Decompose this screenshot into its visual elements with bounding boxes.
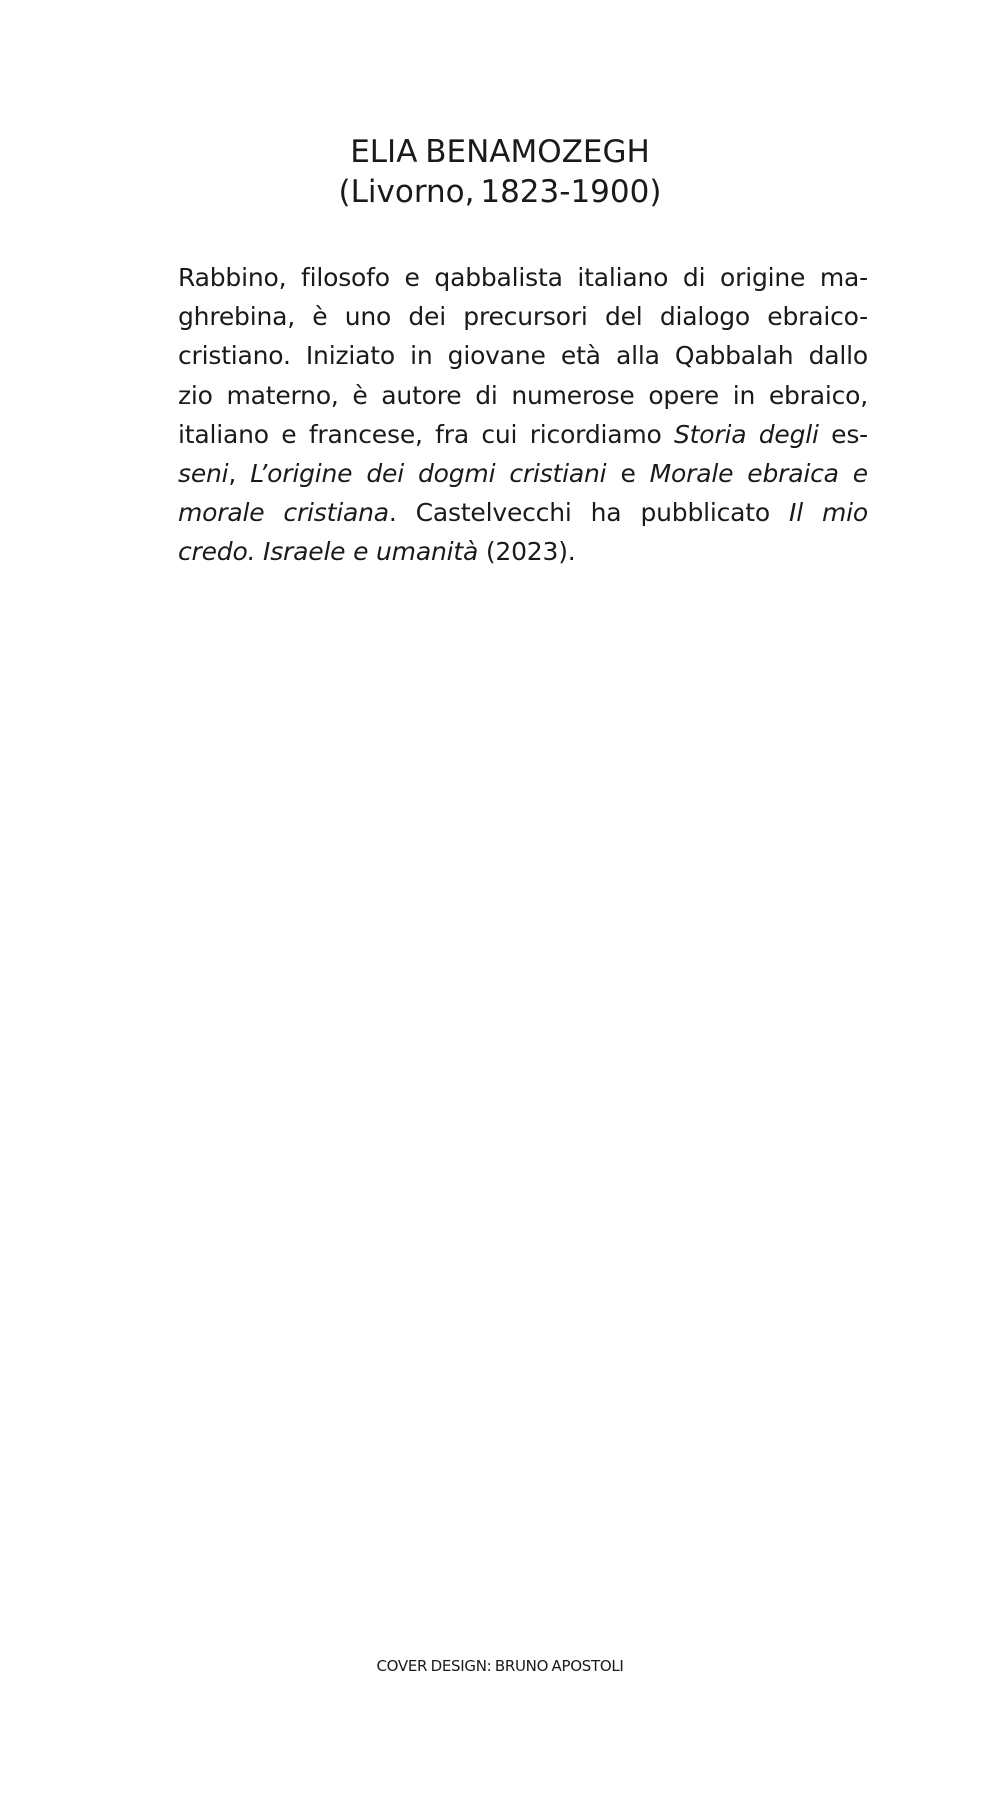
bio-text: e xyxy=(606,459,650,489)
bio-text: zio materno, è autore di numerose opere in ebraico, xyxy=(178,380,868,410)
bio-line xyxy=(178,297,868,336)
author-biography xyxy=(178,258,868,572)
bio-line xyxy=(178,493,868,532)
bio-line xyxy=(178,454,868,493)
bio-text: italiano e francese, fra cui ricordiamo xyxy=(178,419,675,449)
bio-line xyxy=(178,336,868,375)
cover-design-credit: COVER DESIGN: BRUNO APOSTOLI xyxy=(376,1657,624,1675)
book-title-italic: Il mio xyxy=(789,498,868,528)
bio-text: Rabbino, filosofo e qabbalista italiano di origine ma- xyxy=(178,263,868,292)
author-name: ELIA BENAMOZEGH xyxy=(350,134,650,170)
author-header xyxy=(0,132,1000,212)
book-title-italic: seni xyxy=(178,459,229,489)
bio-text: cristiano. Iniziato in giovane età alla Qabbalah dallo xyxy=(178,341,868,371)
bio-text: , xyxy=(228,459,251,489)
book-title-italic: Storia degli xyxy=(674,419,819,449)
bio-text: . Castelvecchi ha pubblicato xyxy=(388,498,790,528)
bio-text: es- xyxy=(818,419,868,449)
book-title-italic: morale cristiana xyxy=(178,498,389,528)
book-title-italic: Morale ebraica e xyxy=(649,459,868,489)
book-title-italic: L’origine dei dogmi cristiani xyxy=(250,459,607,489)
bio-line xyxy=(178,258,868,297)
author-dates: (Livorno, 1823-1900) xyxy=(338,174,662,210)
bio-text: ghrebina, è uno dei precursori del dialogo ebraico- xyxy=(178,302,868,332)
bio-text: (2023). xyxy=(478,537,576,567)
bio-line xyxy=(178,532,868,571)
book-title-italic: credo. Israele e umanità xyxy=(178,537,479,567)
bio-line xyxy=(178,415,868,454)
bio-line xyxy=(178,376,868,415)
